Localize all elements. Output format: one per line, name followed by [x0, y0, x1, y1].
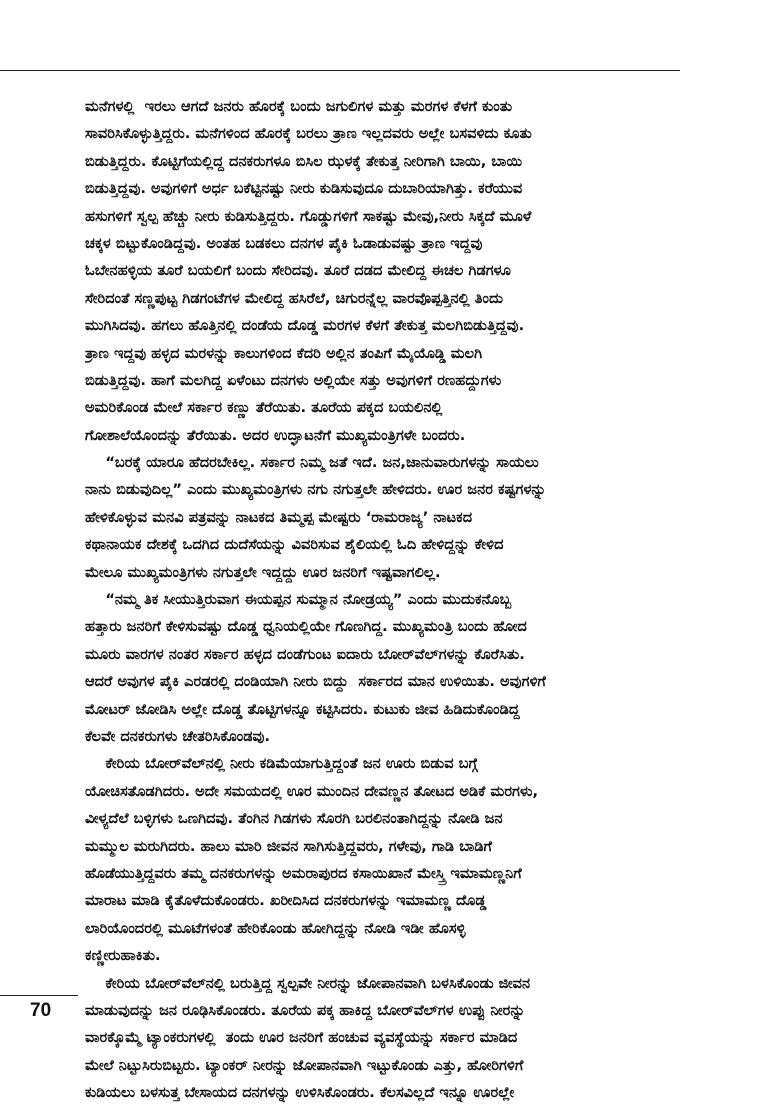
text-line: ಕುಡಿಯಲು ಬಳಸುತ್ತ ಬೇಸಾಯದ ದನಗಳನ್ನು ಉಳಿಸಿಕೊಂಡರು. ಕೆಲಸವಿಲ್ಲದೆ ಇನ್ನೂ ಊರಲ್ಲೇ [85, 1084, 515, 1102]
text-line: ಸೇರಿದಂತೆ ಸಣ್ಣಪುಟ್ಟ ಗಿಡಗಂಟೆಗಳ ಮೇಲಿದ್ದ ಹಸಿರೆಲೆ, ಚಿಗುರನ್ನೆಲ್ಲ ವಾರವೊಪ್ಪತ್ತಿನಲ್ಲಿ ತಿಂದು [85, 289, 504, 307]
text-line: ಗೋಶಾಲೆಯೊಂದನ್ನು ತೆರೆಯಿತು. ಅದರ ಉದ್ಘಾಟನೆಗೆ ಮುಖ್ಯಮಂತ್ರಿಗಳೇ ಬಂದರು. [85, 426, 466, 444]
text-line: ಸಾವರಿಸಿಕೊಳ್ಳುತ್ತಿದ್ದರು. ಮನೆಗಳಿಂದ ಹೊರಕ್ಕೆ ಬರಲು ತ್ರಾಣ ಇಲ್ಲದವರು ಅಲ್ಲೇ ಬಸವಳಿದು ಕೂತು [85, 125, 532, 143]
text-line: ಬಿಡುತ್ತಿದ್ದರು. ಕೊಟ್ಟಿಗೆಯಲ್ಲಿದ್ದ ದನಕರುಗಳೂ ಬಿಸಿಲ ಝಳಕ್ಕೆ ತೇಕುತ್ತ ನೀರಿಗಾಗಿ ಬಾಯಿ, ಬಾಯಿ [85, 152, 523, 170]
text-line: ಮಾರಾಟ ಮಾಡಿ ಕೈತೊಳೆದುಕೊಂಡರು. ಖರೀದಿಸಿದ ದನಕರುಗಳನ್ನು ಇಮಾಮಣ್ಣ ದೊಡ್ಡ [85, 892, 487, 910]
text-line: ಮೂರು ವಾರಗಳ ನಂತರ ಸರ್ಕಾರ ಹಳ್ಳದ ದಂಡೆಗುಂಟ ಐದಾರು ಬೋರ್‌ವೆಲ್‌ಗಳನ್ನು ಕೊರೆಸಿತು. [85, 645, 525, 663]
footer-rule [0, 995, 78, 996]
text-line: ಚಕ್ಕಳ ಬಿಟ್ಟುಕೊಂಡಿದ್ದವು. ಅಂತಹ ಬಡಕಲು ದನಗಳ ಪೈಕಿ ಓಡಾಡುವಷ್ಟು ತ್ರಾಣ ಇದ್ದವು [85, 234, 483, 252]
text-line: ಅಮರಿಕೊಂಡ ಮೇಲೆ ಸರ್ಕಾರ ಕಣ್ಣು ತೆರೆಯಿತು. ತೂರೆಯ ಪಕ್ಕದ ಬಯಲಿನಲ್ಲಿ [85, 399, 443, 417]
text-line: “ಬರಕ್ಕೆ ಯಾರೂ ಹೆದರಬೇಕಿಲ್ಲ. ಸರ್ಕಾರ ನಿಮ್ಮ ಜತೆ ಇದೆ. ಜನ,ಜಾನುವಾರುಗಳನ್ನು ಸಾಯಲು [85, 454, 539, 472]
text-line: ಮುಗಿಸಿದವು. ಹಗಲು ಹೊತ್ತಿನಲ್ಲಿ ದಂಡೆಯ ದೊಡ್ಡ ಮರಗಳ ಕೆಳಗೆ ತೇಕುತ್ತ ಮಲಗಿಬಿಡುತ್ತಿದ್ದವು. [85, 317, 525, 335]
text-line: ಕೇರಿಯ ಬೋರ್‌ವೆಲ್‌ನಲ್ಲಿ ನೀರು ಕಡಿಮೆಯಾಗುತ್ತಿದ್ದಂತೆ ಜನ ಊರು ಬಿಡುವ ಬಗ್ಗೆ [85, 755, 478, 773]
text-line: ಬಿಡುತ್ತಿದ್ದವು. ಹಾಗೆ ಮಲಗಿದ್ದ ಏಳೆಂಟು ದನಗಳು ಅಲ್ಲಿಯೇ ಸತ್ತು ಅವುಗಳಿಗೆ ರಣಹದ್ದುಗಳು [85, 371, 502, 389]
text-line: ಮಮ್ಮುಲ ಮರುಗಿದರು. ಹಾಲು ಮಾರಿ ಜೀವನ ಸಾಗಿಸುತ್ತಿದ್ದವರು, ಗಳೇವು, ಗಾಡಿ ಬಾಡಿಗೆ [85, 837, 492, 855]
text-line: ಕೇರಿಯ ಬೋರ್‌ವೆಲ್‌ನಲ್ಲಿ ಬರುತ್ತಿದ್ದ ಸ್ವಲ್ಪವೇ ನೀರನ್ನು ಜೋಪಾನವಾಗಿ ಬಳಸಿಕೊಂಡು ಜೀವನ [85, 974, 531, 992]
header-rule [0, 70, 680, 71]
text-line: ಹೇಳಿಕೊಳ್ಳುವ ಮನವಿ ಪತ್ರವನ್ನು ನಾಟಕದ ತಿಮ್ಮಪ್ಪ ಮೇಷ್ಟರು ‘ರಾಮರಾಜ್ಯ’ ನಾಟಕದ [85, 508, 473, 526]
text-line: “ನಮ್ಮ ತಿಕ ಸೀಯುತ್ತಿರುವಾಗ ಈಯಪ್ಪನ ಸುಮ್ಮಾನ ನೋಡ್ರಯ್ಯ” ಎಂದು ಮುದುಕನೊಬ್ಬ [85, 591, 512, 609]
text-line: ಕಥಾನಾಯಕ ದೇಶಕ್ಕೆ ಒದಗಿದ ದುದೆಸೆಯನ್ನು ವಿವರಿಸುವ ಶೈಲಿಯಲ್ಲಿ ಓದಿ ಹೇಳಿದ್ದನ್ನು ಕೇಳಿದ [85, 536, 504, 554]
text-line: ಮೋಟರ್ ಜೋಡಿಸಿ ಅಲ್ಲೇ ದೊಡ್ಡ ತೊಟ್ಟಿಗಳನ್ನೂ ಕಟ್ಟಿಸಿದರು. ಕುಟುಕು ಜೀವ ಹಿಡಿದುಕೊಂಡಿದ್ದ [85, 700, 520, 718]
text-line: ಮೇಲೂ ಮುಖ್ಯಮಂತ್ರಿಗಳು ನಗುತ್ತಲೇ ಇದ್ದದ್ದು ಊರ ಜನರಿಗೆ ಇಷ್ಟವಾಗಲಿಲ್ಲ. [85, 563, 441, 581]
text-line: ಮನೆಗಳಲ್ಲಿ ಇರಲು ಆಗದೆ ಜನರು ಹೊರಕ್ಕೆ ಬಂದು ಜಗುಲಿಗಳ ಮತ್ತು ಮರಗಳ ಕೆಳಗೆ ಕುಂತು [85, 98, 513, 115]
text-line: ಯೋಚಿಸತೊಡಗಿದರು. ಅದೇ ಸಮಯದಲ್ಲಿ ಊರ ಮುಂದಿನ ದೇವಣ್ಣನ ತೋಟದ ಅಡಿಕೆ ಮರಗಳು, [85, 782, 539, 800]
text-line: ವಾರಕ್ಕೊಮ್ಮೆ ಟ್ಯಾಂಕರುಗಳಲ್ಲಿ ತಂದು ಊರ ಜನರಿಗೆ ಹಂಚುವ ವ್ಯವಸ್ಥೆಯನ್ನು ಸರ್ಕಾರ ಮಾಡಿದ [85, 1029, 518, 1047]
text-line: ಕೆಲವೇ ದನಕರುಗಳು ಚೇತರಿಸಿಕೊಂಡವು. [85, 727, 270, 745]
text-line: ಆದರೆ ಅವುಗಳ ಪೈಕಿ ಎರಡರಲ್ಲಿ ದಂಡಿಯಾಗಿ ನೀರು ಬಿದ್ದು ಸರ್ಕಾರದ ಮಾನ ಉಳಿಯಿತು. ಅವುಗಳಿಗೆ [85, 673, 546, 691]
text-line: ವೀಳ್ಯದೆಲೆ ಬಳ್ಳಿಗಳು ಒಣಗಿದವು. ತೆಂಗಿನ ಗಿಡಗಳು ಸೊರಗಿ ಬರಲಿನಂತಾಗಿದ್ದನ್ನು ನೋಡಿ ಜನ [85, 810, 503, 828]
page-number: 70 [30, 1000, 52, 1021]
text-line: ಹಸುಗಳಿಗೆ ಸ್ವಲ್ಪ ಹೆಚ್ಚು ನೀರು ಕುಡಿಸುತ್ತಿದ್ದರು. ಗೊಡ್ಡುಗಳಿಗೆ ಸಾಕಷ್ಟು ಮೇವು,ನೀರು ಸಿಕ್ಕದೆ ಮೂಳೆ [85, 207, 532, 225]
text-line: ಬಿಡುತ್ತಿದ್ದವು. ಅವುಗಳಿಗೆ ಅರ್ಧ ಬಕೆಟ್ಟಿನಷ್ಟು ನೀರು ಕುಡಿಸುವುದೂ ದುಬಾರಿಯಾಗಿತ್ತು. ಕರೆಯುವ [85, 180, 523, 198]
text-line: ಕಣ್ಣೀರುಹಾಕಿತು. [85, 947, 161, 965]
text-line: ಓಬೇನಹಳ್ಳಿಯ ತೂರೆ ಬಯಲಿಗೆ ಬಂದು ಸೇರಿದವು. ತೂರೆ ದಡದ ಮೇಲಿದ್ದ ಈಚಲ ಗಿಡಗಳೂ [85, 262, 511, 280]
text-line: ಮಾಡುವುದನ್ನು ಜನ ರೂಢಿಸಿಕೊಂಡರು. ತೂರೆಯ ಪಕ್ಕ ಹಾಕಿದ್ದ ಬೋರ್‌ವೆಲ್‌ಗಳ ಉಪ್ಪು ನೀರನ್ನು [85, 1001, 526, 1019]
text-line: ಲಾರಿಯೊಂದರಲ್ಲಿ ಮೂಟೆಗಳಂತೆ ಹೇರಿಕೊಂಡು ಹೋಗಿದ್ದನ್ನು ನೋಡಿ ಇಡೀ ಹೊಸಳ್ಳಿ [85, 919, 466, 937]
text-line: ನಾನು ಬಿಡುವುದಿಲ್ಲ” ಎಂದು ಮುಖ್ಯಮಂತ್ರಿಗಳು ನಗು ನಗುತ್ತಲೇ ಹೇಳಿದರು. ಊರ ಜನರ ಕಷ್ಟಗಳನ್ನು [85, 481, 547, 499]
text-line: ಹೊಡೆಯುತ್ತಿದ್ದವರು ತಮ್ಮ ದನಕರುಗಳನ್ನು ಅಮರಾಪುರದ ಕಸಾಯಿಖಾನೆ ಮೇಸ್ತ್ರಿ ಇಮಾಮಣ್ಣನಿಗೆ [85, 864, 522, 882]
text-line: ಹತ್ತಾರು ಜನರಿಗೆ ಕೇಳಿಸುವಷ್ಟು ದೊಡ್ಡ ಧ್ವನಿಯಲ್ಲಿಯೇ ಗೊಣಗಿದ್ದ. ಮುಖ್ಯಮಂತ್ರಿ ಬಂದು ಹೋದ [85, 618, 527, 636]
text-line: ಮೇಲೆ ನಿಟ್ಟುಸಿರುಬಿಟ್ಟರು. ಟ್ಯಾಂಕರ್ ನೀರನ್ನು ಜೋಪಾನವಾಗಿ ಇಟ್ಟುಕೊಂಡು ಎತ್ತು, ಹೋರಿಗಳಿಗೆ [85, 1056, 524, 1074]
text-line: ತ್ರಾಣ ಇದ್ದವು ಹಳ್ಳದ ಮರಳನ್ನು ಕಾಲುಗಳಿಂದ ಕೆದರಿ ಅಲ್ಲಿನ ತಂಪಿಗೆ ಮೈಯೊಡ್ಡಿ ಮಲಗಿ [85, 344, 483, 362]
page-body-text [85, 93, 685, 1106]
